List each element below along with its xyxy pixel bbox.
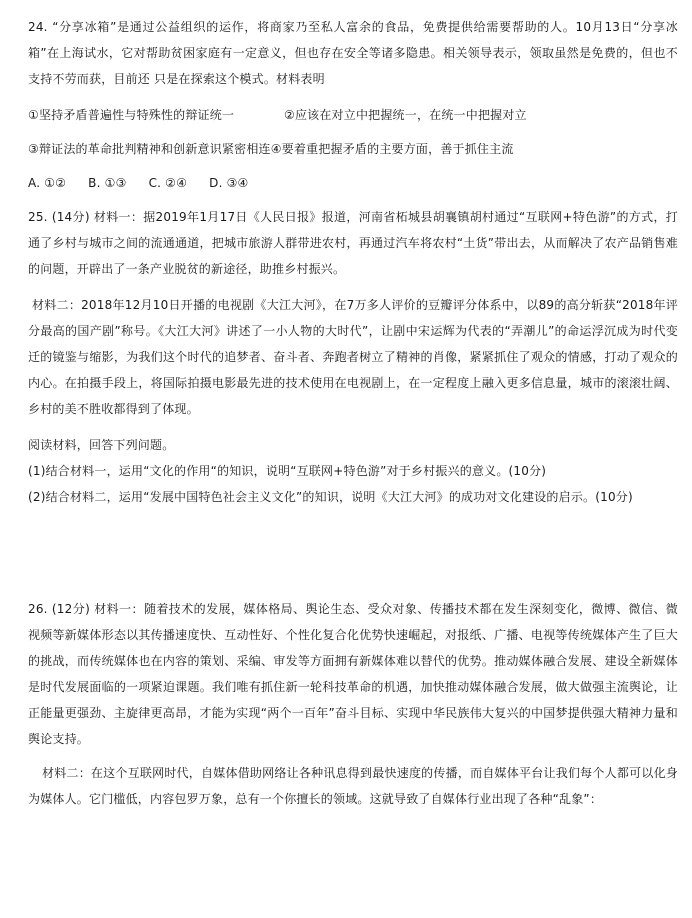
question-24-options-row-2: ③辩证法的革命批判精神和创新意识紧密相连④要着重把握矛盾的主要方面，善于抓住主流 xyxy=(28,142,514,156)
choice-c: C. ②④ xyxy=(148,176,188,190)
question-25-instruction: 阅读材料，回答下列问题。 xyxy=(28,438,175,452)
question-25-sub-1: (1)结合材料一，运用“文化的作用“的知识，说明“互联网+特色游”对于乡村振兴的意义。(10分) xyxy=(28,464,547,478)
question-24-stem: 24. “分享冰箱”是通过公益组织的运作，将商家乃至私人富余的食品，免费提供给需要帮助的人。10月13日“分享冰箱”在上海试水，它对帮助贫困家庭有一定意义，但也存在安全等诸多隐患。相关领导表示，领取虽然是免费的，但也不支持不劳而获，目前还 只是在探索这个模式。材料表明 xyxy=(28,20,678,86)
question-24-choices xyxy=(28,170,678,196)
question-25-material-2: 材料二：2018年12月10日开播的电视剧《大江大河》，在7万多人评价的豆瓣评分体系中，以89的高分斩获“2018年评分最高的国产剧”称号。《大江大河》讲述了一小人物的大时代”，让剧中宋运辉为代表的“弄潮儿”的命运浮沉成为时代变迁的镜鉴与缩影，为我们这个时代的追梦者、奋斗者、奔跑者树立了精神的肖像，紧紧抓住了观众的情感，打动了观众的内心。在拍摄手段上，将国际拍摄电影最先进的技术使用在电视剧上，在一定程度上融入更多信息量，城市的滚滚壮阔、乡村的美不胜收都得到了体现。 xyxy=(28,298,678,416)
question-24-option-1: ①坚持矛盾普遍性与特殊性的辩证统一 xyxy=(28,108,235,122)
exam-page xyxy=(28,14,678,812)
choice-a: A. ①② xyxy=(28,176,67,190)
question-25-sub-2: (2)结合材料二，运用“发展中国特色社会主义文化”的知识，说明《大江大河》的成功对文化建设的启示。(10分) xyxy=(28,490,633,504)
choice-b: B. ①③ xyxy=(88,176,127,190)
question-24-option-2: ②应该在对立中把握统一，在统一中把握对立 xyxy=(284,108,527,122)
choice-d: D. ③④ xyxy=(209,176,249,190)
question-24-options-row-1 xyxy=(28,102,678,128)
question-25-material-1: 25. (14分) 材料一：据2019年1月17日《人民日报》报道，河南省柘城县胡襄镇胡村通过“互联网+特色游”的方式，打通了乡村与城市之间的流通通道，把城市旅游人群带进农村，再通过汽车将农村“土货”带出去，从而解决了农产品销售难的问题，开辟出了一条产业脱贫的新途径，助推乡村振兴。 xyxy=(28,210,678,276)
question-26-material-1: 26. (12分) 材料一：随着技术的发展，媒体格局、舆论生态、受众对象、传播技术都在发生深刻变化，微博、微信、微视频等新媒体形态以其传播速度快、互动性好、个性化复合化优势快速崛起，对报纸、广播、电视等传统媒体产生了巨大的挑战，而传统媒体也在内容的策划、采编、审发等方面拥有新媒体难以替代的优势。推动媒体融合发展、建设全新媒体是时代发展面临的一项紧迫课题。我们唯有抓住新一轮科技革命的机遇，加快推动媒体融合发展，做大做强主流舆论，让正能量更强劲、主旋律更高昂，才能为实现“两个一百年”奋斗目标、实现中华民族伟大复兴的中国梦提供强大精神力量和舆论支持。 xyxy=(28,602,678,746)
question-26-material-2: 材料二：在这个互联网时代，自媒体借助网络让各种讯息得到最快速度的传播，而自媒体平台让我们每个人都可以化身为媒体人。它门槛低，内容包罗万象，总有一个你擅长的领域。这就导致了自媒体行业出现了各种“乱象”： xyxy=(28,766,678,806)
